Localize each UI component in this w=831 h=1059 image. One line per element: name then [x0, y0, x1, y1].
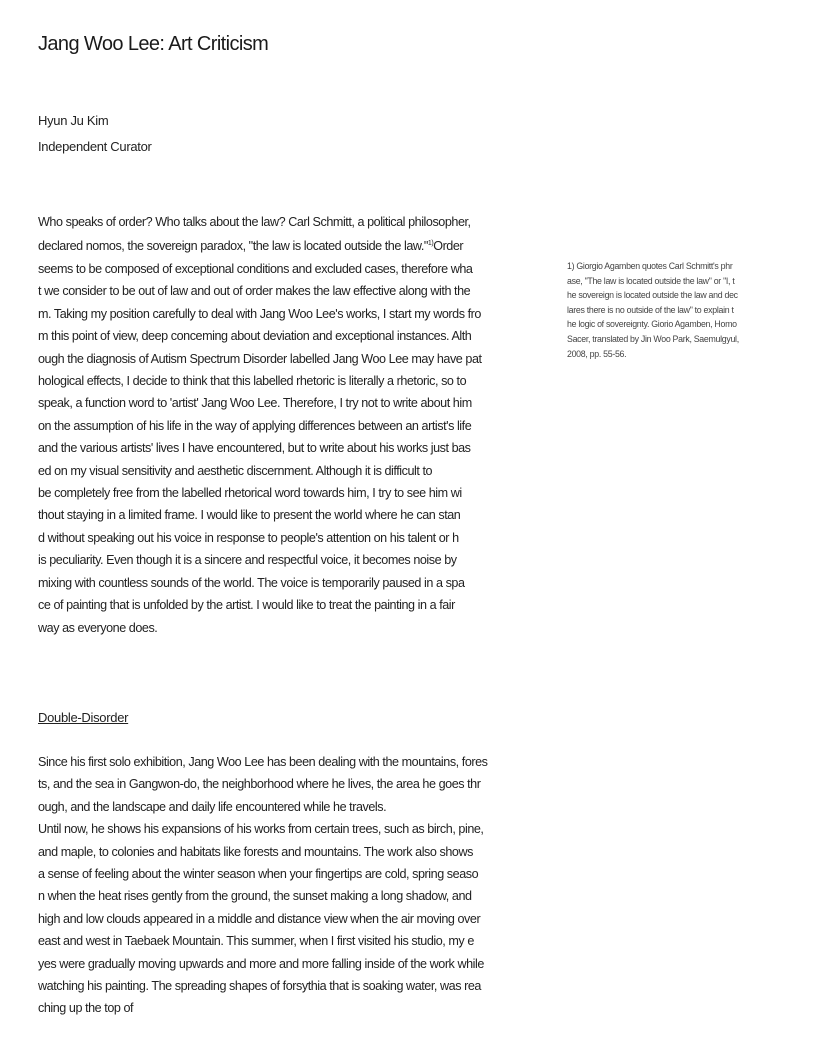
text-line: m. Taking my position carefully to deal with Jang Woo Lee's works, I start my words fro	[38, 306, 481, 321]
section-heading: Double-Disorder	[38, 710, 129, 725]
text-line: Sacer, translated by Jin Woo Park, Saemulgyul,	[567, 333, 739, 344]
text: Order	[433, 239, 464, 254]
text-line: watching his painting. The spreading shapes of forsythia that is soaking water, was rea	[38, 979, 481, 994]
text-line: ough, and the landscape and daily life encountered while he travels.	[38, 799, 387, 814]
footnote	[567, 259, 739, 361]
text-line: seems to be composed of exceptional conditions and excluded cases, therefore wha	[38, 262, 473, 276]
text-line: yes were gradually moving upwards and more and more falling inside of the work while	[38, 956, 484, 971]
text-line: ts, and the sea in Gangwon-do, the neighborhood where he lives, the area he goes thr	[38, 777, 481, 792]
footnote-marker[interactable]: 1)	[427, 240, 434, 248]
text-line: m this point of view, deep conceming about deviation and exceptional instances. Alth	[38, 329, 472, 344]
text-line: on the assumption of his life in the way of applying differences between an artist's life	[38, 418, 472, 433]
text-line: Since his first solo exhibition, Jang Woo Lee has been dealing with the mountains, fores	[38, 755, 488, 769]
text-line: speak, a function word to 'artist' Jang Woo Lee. Therefore, I try not to write about him	[38, 396, 472, 411]
page-title: Jang Woo Lee: Art Criticism	[38, 33, 269, 55]
author-role: Independent Curator	[38, 139, 152, 154]
text-line: be completely free from the labelled rhetorical word towards him, I try to see him wi	[38, 486, 462, 501]
text-line: is peculiarity. Even though it is a sincere and respectful voice, it becomes noise by	[38, 553, 457, 568]
text-line: mixing with countless sounds of the world. The voice is temporarily paused in a spa	[38, 575, 465, 590]
text-line: hological effects, I decide to think that this labelled rhetoric is literally a rhetoric, so to	[38, 374, 467, 389]
text-line: and the various artists' lives I have encountered, but to write about his works just bas	[38, 441, 471, 456]
text-line: n when the heat rises gently from the ground, the sunset making a long shadow, and	[38, 889, 472, 904]
text-line: d without speaking out his voice in response to people's attention on his talent or h	[38, 530, 459, 545]
text-line: he logic of sovereignty. Giorio Agamben, Homo	[567, 319, 737, 330]
text-line: he sovereign is located outside the law and dec	[567, 290, 738, 301]
text-line: high and low clouds appeared in a middle and distance view when the air moving over	[38, 911, 481, 926]
text-line: ase, "The law is located outside the law" or "I, t	[567, 275, 735, 286]
text-line: 1) Giorgio Agamben quotes Carl Schmitt's phr	[567, 261, 733, 271]
text-line: ching up the top of	[38, 1001, 134, 1016]
text-line: a sense of feeling about the winter season when your fingertips are cold, spring seaso	[38, 867, 479, 882]
text-line: thout staying in a limited frame. I would like to present the world where he can stan	[38, 508, 461, 523]
text-line: 2008, pp. 55-56.	[567, 348, 627, 359]
text-line: lares there is no outside of the law" to explain t	[567, 304, 734, 315]
text-line: ough the diagnosis of Autism Spectrum Disorder labelled Jang Woo Lee may have pat	[38, 351, 482, 366]
text-line: ed on my visual sensitivity and aesthetic discernment. Although it is difficult to	[38, 463, 433, 478]
text-line: Until now, he shows his expansions of his works from certain trees, such as birch, pine,	[38, 822, 484, 837]
text: declared nomos, the sovereign paradox, "the law is located outside the law."	[38, 239, 428, 254]
intro-paragraph	[38, 211, 482, 639]
text-line: way as everyone does.	[38, 620, 158, 635]
text-line: ce of painting that is unfolded by the artist. I would like to treat the painting in a fair	[38, 598, 455, 613]
author-name: Hyun Ju Kim	[38, 113, 109, 128]
text-line: east and west in Taebaek Mountain. This summer, when I first visited his studio, my e	[38, 934, 474, 949]
section-paragraph	[38, 751, 488, 1020]
text-line: t we consider to be out of law and out of order makes the law effective along with the	[38, 284, 471, 299]
text-line: and maple, to colonies and habitats like forests and mountains. The work also shows	[38, 844, 473, 859]
text-line: Who speaks of order? Who talks about the law? Carl Schmitt, a political philosopher,	[38, 215, 471, 229]
text-line	[38, 233, 482, 258]
